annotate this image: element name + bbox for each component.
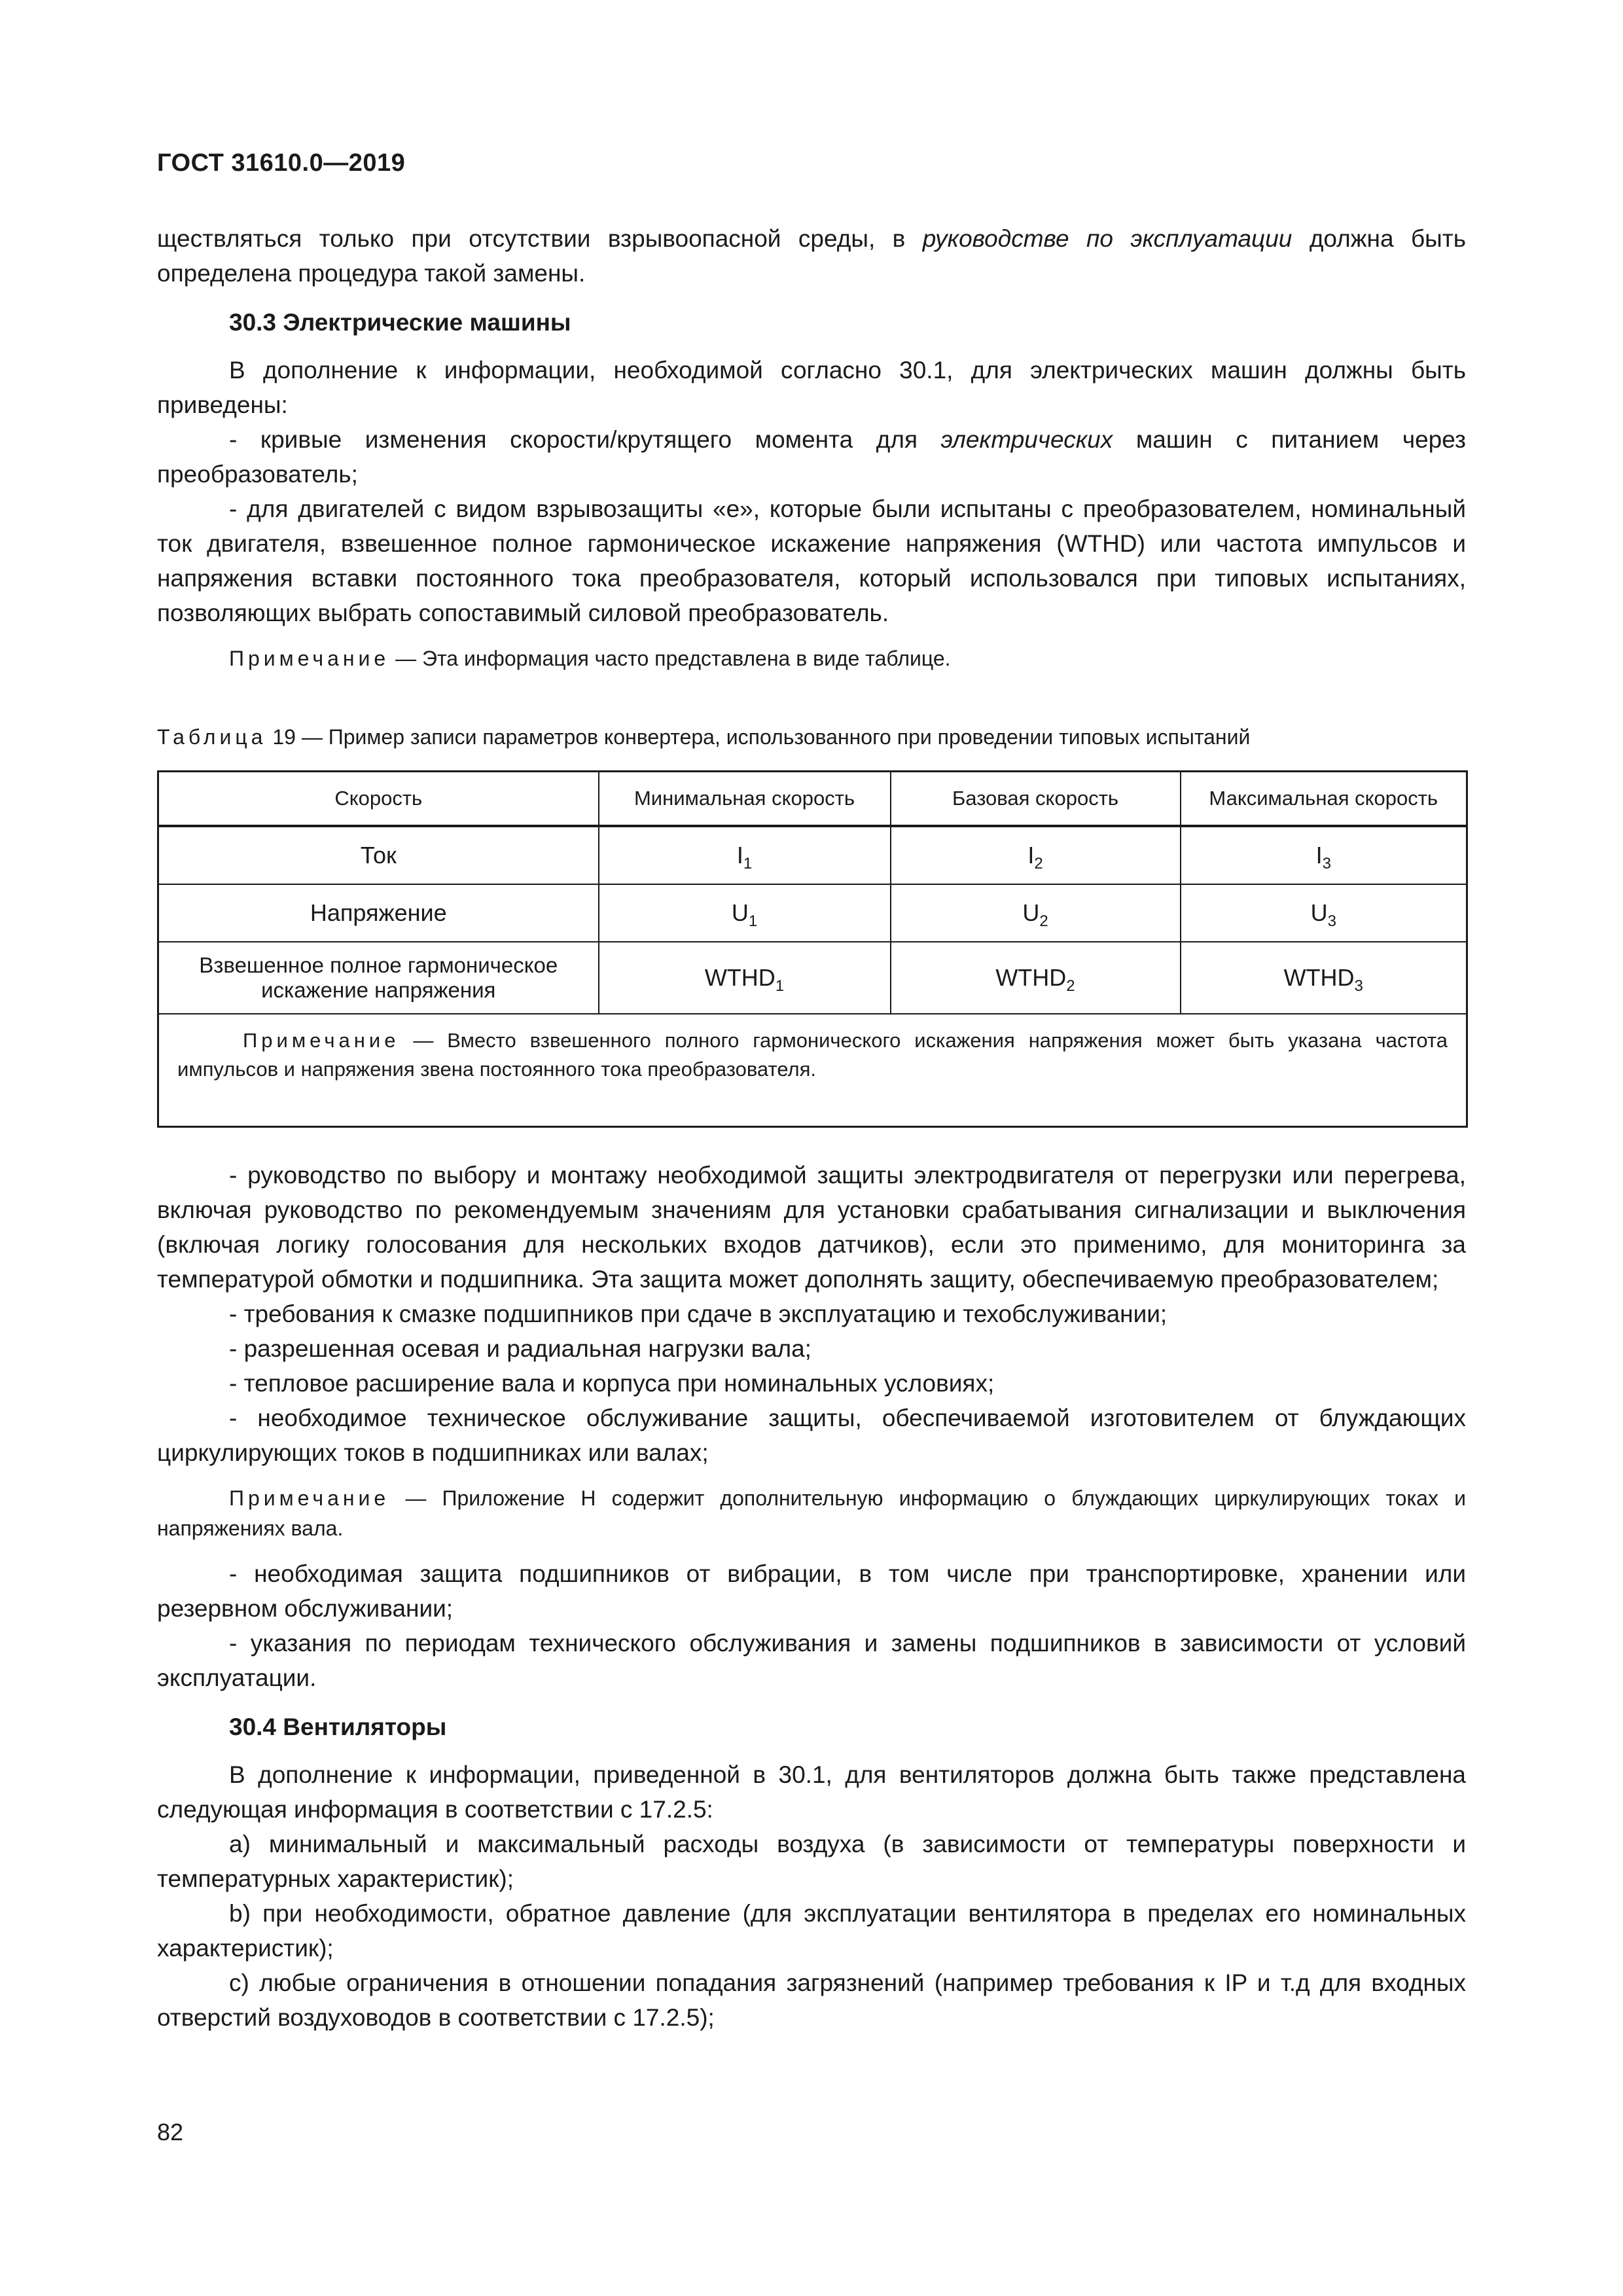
table-cell: $I_3$ — [1181, 826, 1467, 884]
table-row — [158, 884, 1467, 942]
table-cell: $WTHD_2$ — [891, 942, 1181, 1014]
table-note-row — [158, 1014, 1467, 1127]
note-table-info: Примечание — Эта информация часто представлена в виде таблице. — [229, 647, 951, 670]
section-30-4-title: 30.4 Вентиляторы — [229, 1713, 447, 1740]
row-label-current: Ток — [158, 826, 599, 884]
list-item: b) при необходимости, обратное давление (для эксплуатации вентилятора в пределах его номинальных характеристик); — [157, 1900, 1466, 1962]
list-item: - руководство по выбору и монтажу необходимой защиты электродвигателя от перегрузки или перегрева, включая руководство по рекомендуемым значениям для установки срабатывания сигнализации и выключения (включая логику голосования для нескольких входов датчиков), если это применимо, для мониторинга за температурой обмотки и подшипника. Эта защита может дополнять защиту, обеспечиваемую преобразователем; — [157, 1162, 1466, 1293]
table-cell: $WTHD_3$ — [1181, 942, 1467, 1014]
list-item: - для двигателей с видом взрывозащиты «е», которые были испытаны с преобразователем, номинальный ток двигателя, взвешенное полное гармоническое искажение напряжения (WTHD) или частота импульсов и напряжения вставки постоянного тока преобразователя, который использовался при типовых испытаниях, позволяющих выбрать сопоставимый силовой преобразователь. — [157, 495, 1466, 626]
list-item: - указания по периодам технического обслуживания и замены подшипников в зависимости от условий эксплуатации. — [157, 1630, 1466, 1691]
table-note: Примечание — Вместо взвешенного полного гармонического искажения напряжения может быть указана частота импульсов и напряжения звена постоянного тока преобразователя. — [158, 1014, 1467, 1127]
table-cell: $U_3$ — [1181, 884, 1467, 942]
list-item: - необходимое техническое обслуживание защиты, обеспечиваемой изготовителем от блуждающих циркулирующих токов в подшипниках или валах; — [157, 1405, 1466, 1466]
row-label-voltage: Напряжение — [158, 884, 599, 942]
table-caption: Таблица 19 — Пример записи параметров конвертера, использованного при проведении типовых испытаний — [157, 725, 1251, 749]
table-header-cell: Базовая скорость — [891, 772, 1181, 827]
table-header-cell: Скорость — [158, 772, 599, 827]
table-cell: $U_2$ — [891, 884, 1181, 942]
converter-parameters-table — [157, 770, 1468, 1128]
section-30-4-intro: В дополнение к информации, приведенной в 30.1, для вентиляторов должна быть также представлена следующая информация в соответствии с 17.2.5: — [157, 1761, 1466, 1823]
list-item: a) минимальный и максимальный расходы воздуха (в зависимости от температуры поверхности и температурных характеристик); — [157, 1831, 1466, 1892]
table-row — [158, 826, 1467, 884]
list-item: - необходимая защита подшипников от вибрации, в том числе при транспортировке, хранении или резервном обслуживании; — [157, 1560, 1466, 1622]
list-item: c) любые ограничения в отношении попадания загрязнений (например требования к IP и т.д для входных отверстий воздуховодов в соответствии с 17.2.5); — [157, 1969, 1466, 2031]
table-cell: $U_1$ — [599, 884, 891, 942]
document-header: ГОСТ 31610.0—2019 — [157, 149, 406, 177]
section-30-3-title: 30.3 Электрические машины — [229, 309, 571, 336]
list-item: - разрешенная осевая и радиальная нагрузки вала; — [229, 1335, 812, 1362]
list-item: - кривые изменения скорости/крутящего момента для электрических машин с питанием через преобразователь; — [157, 426, 1466, 488]
table-cell: $I_1$ — [599, 826, 891, 884]
page-number: 82 — [157, 2119, 184, 2145]
table-header-cell: Максимальная скорость — [1181, 772, 1467, 827]
list-item: - тепловое расширение вала и корпуса при номинальных условиях; — [229, 1370, 995, 1397]
section-30-3-intro: В дополнение к информации, необходимой согласно 30.1, для электрических машин должны быть приведены: — [157, 357, 1466, 418]
row-label-wthd: Взвешенное полное гармоническое искажение напряжения — [158, 942, 599, 1014]
intro-paragraph: ществляться только при отсутствии взрывоопасной среды, в руководстве по эксплуатации должна быть определена процедура такой замены. — [157, 225, 1466, 287]
table-cell: $I_2$ — [891, 826, 1181, 884]
table-cell: $WTHD_1$ — [599, 942, 891, 1014]
page-content — [157, 221, 1466, 2035]
note-stray-currents: Примечание — Приложение Н содержит дополнительную информацию о блуждающих циркулирующих токах и напряжениях вала. — [157, 1486, 1466, 1540]
table-row — [158, 942, 1467, 1014]
table-header-row — [158, 772, 1467, 827]
table-header-cell: Минимальная скорость — [599, 772, 891, 827]
list-item: - требования к смазке подшипников при сдаче в эксплуатацию и техобслуживании; — [229, 1300, 1168, 1327]
